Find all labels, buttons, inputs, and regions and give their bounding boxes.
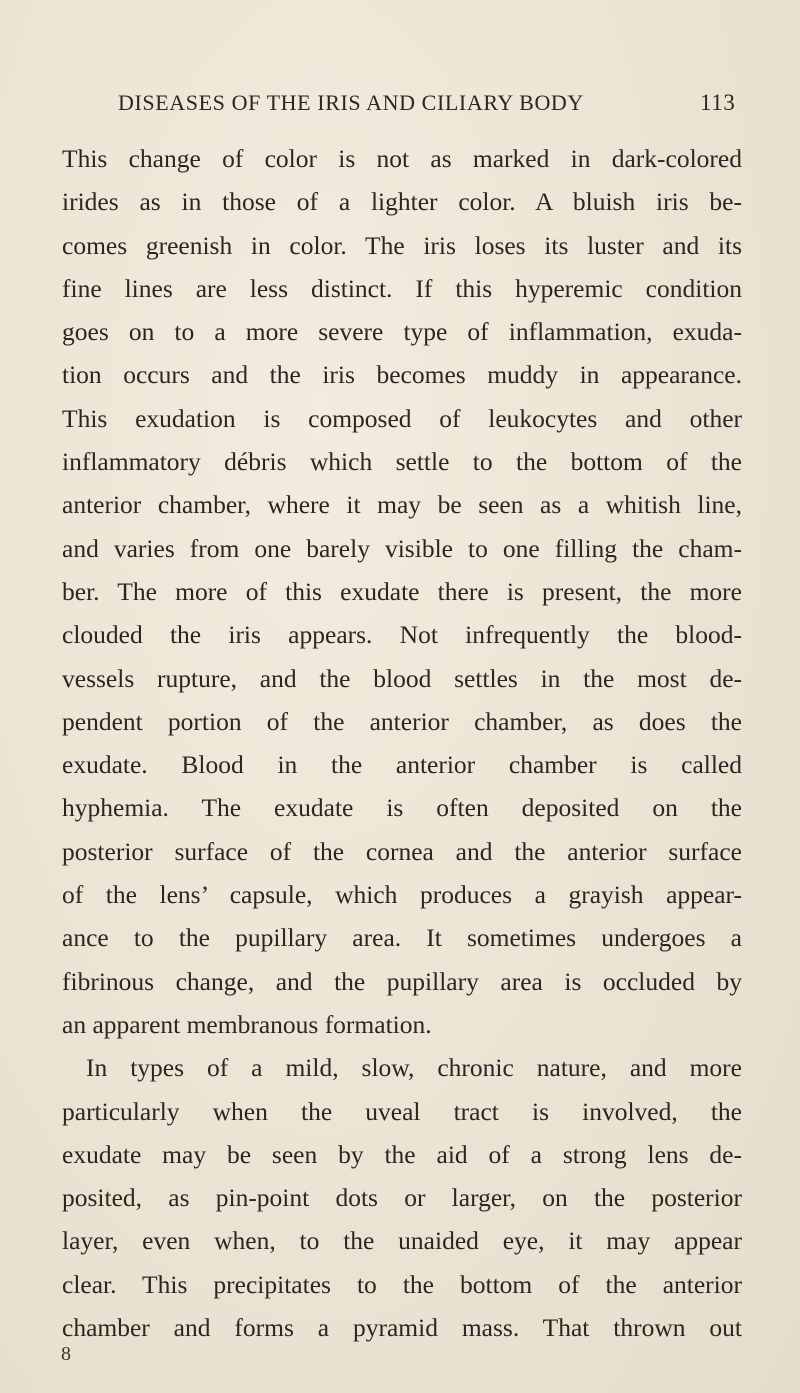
text-line: hyphemia. The exudate is often deposited on the [62,793,742,823]
text-line: fine lines are less distinct. If this hyperemic condition [62,273,742,303]
text-line: This change of color is not as marked in dark-colored [62,144,742,173]
text-line: goes on to a more severe type of inflammation, exuda- [62,317,742,347]
text-line: an apparent membranous formation. [62,1009,432,1039]
text-line: and varies from one barely visible to one filling the cham- [62,533,742,563]
paragraph-1 [62,137,742,1046]
running-head [118,90,738,120]
signature-mark: 8 [61,1343,71,1365]
text-line: anterior chamber, where it may be seen as a whitish line, [62,490,742,520]
text-line: pendent portion of the anterior chamber, as does the [62,706,742,736]
text-line: This exudation is composed of leukocytes and other [62,403,742,433]
text-line: particularly when the uveal tract is involved, the [62,1096,742,1126]
text-line: clouded the iris appears. Not infrequently the blood- [62,620,742,650]
text-line: of the lens’ capsule, which produces a grayish appear- [62,880,742,910]
text-line: comes greenish in color. The iris loses its luster and its [62,230,742,260]
text-line: layer, even when, to the unaided eye, it may appear [62,1226,742,1256]
text-line: exudate. Blood in the anterior chamber is called [62,750,742,780]
text-line: posterior surface of the cornea and the anterior surface [62,836,742,866]
text-line: chamber and forms a pyramid mass. That thrown out [62,1313,742,1343]
text-line: tion occurs and the iris becomes muddy in appearance. [62,360,742,390]
text-line: irides as in those of a lighter color. A bluish iris be- [62,187,742,217]
text-line: clear. This precipitates to the bottom of the anterior [62,1269,742,1299]
body-text [62,137,742,1349]
text-line: exudate may be seen by the aid of a strong lens de- [62,1139,742,1169]
text-line: ber. The more of this exudate there is present, the more [62,576,742,606]
text-line: inflammatory débris which settle to the bottom of the [62,447,742,477]
text-line: ance to the pupillary area. It sometimes undergoes a [62,923,742,953]
text-line: vessels rupture, and the blood settles in the most de- [62,663,742,693]
text-line: fibrinous change, and the pupillary area is occluded by [62,966,742,996]
text-line: In types of a mild, slow, chronic nature, and more [86,1053,742,1083]
running-title: DISEASES OF THE IRIS AND CILIARY BODY [118,90,584,115]
text-line: posited, as pin-point dots or larger, on the posterior [62,1183,742,1213]
page-number: 113 [700,90,736,115]
paragraph-2 [62,1046,742,1349]
